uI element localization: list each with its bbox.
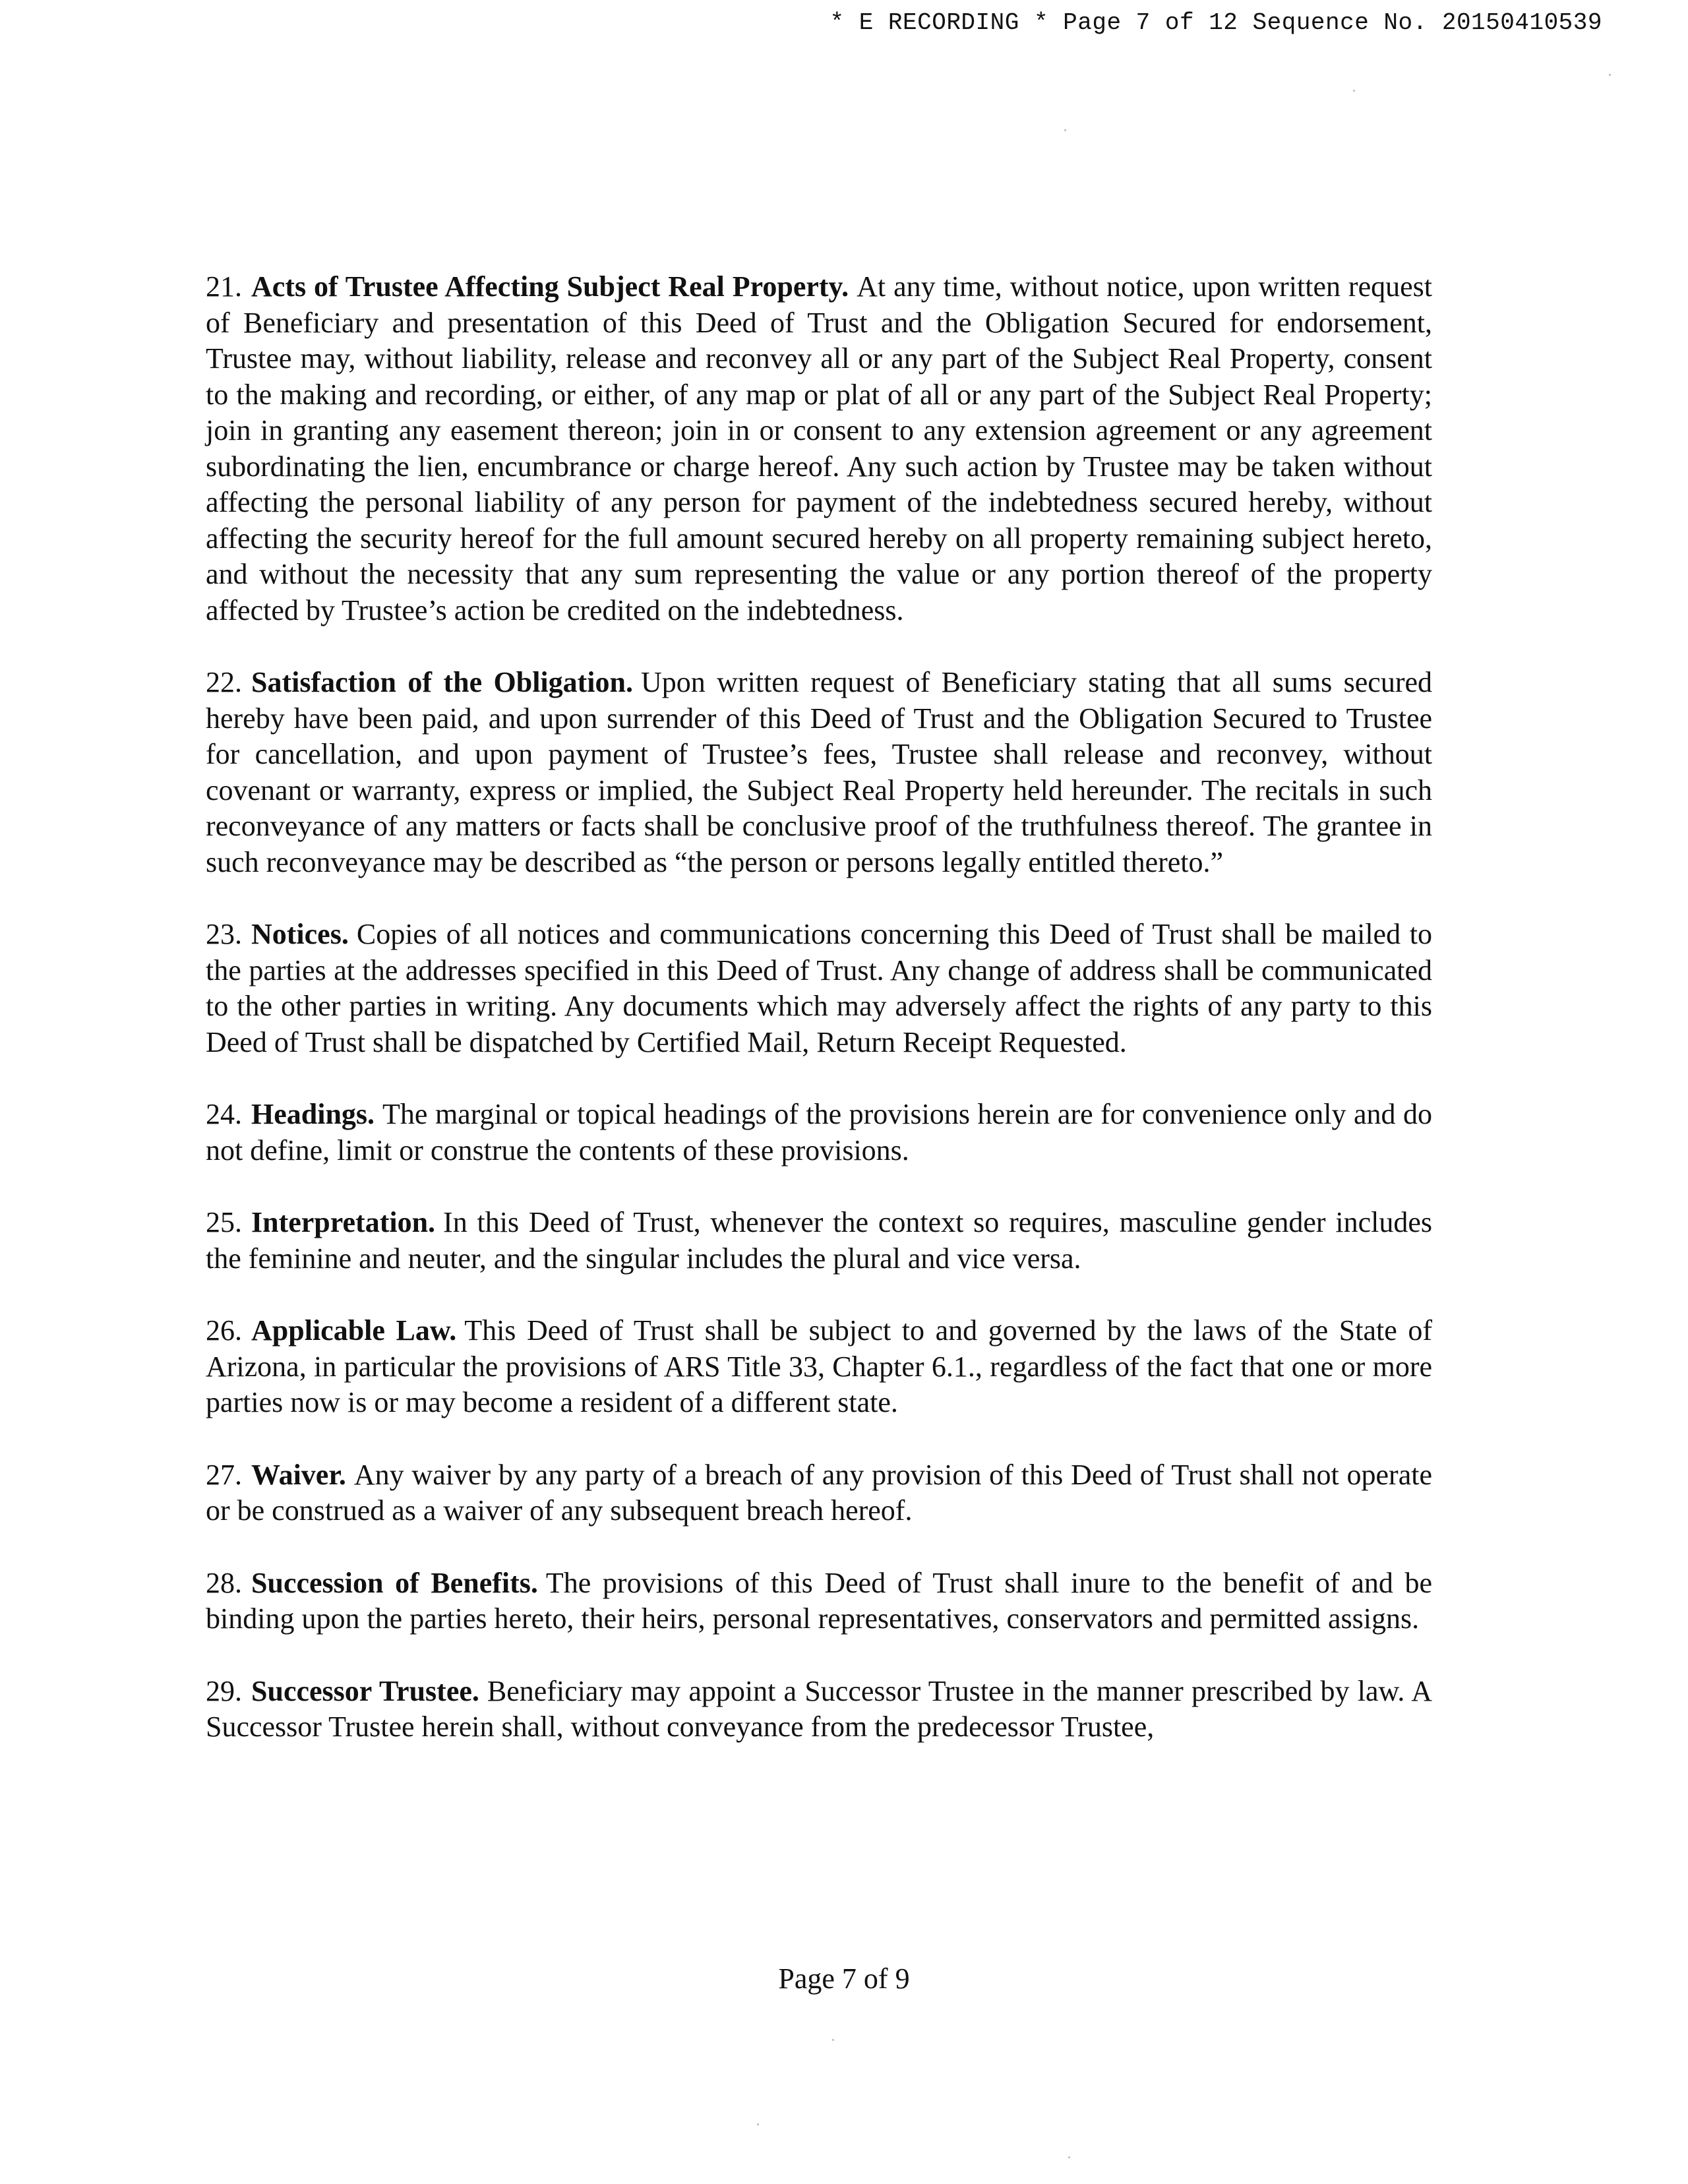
section-body: At any time, without notice, upon written request of Beneficiary and presentation of this Deed of Trust and the Obligation Secured for endorsement, Trustee may, without liability, release and reconvey all or any part of the Subject Real Property, consent to the making and recording, or either, of any map or plat of all or any part of the Subject Real Property; join in granting any easement thereon; join in or consent to any extension agreement or any agreement subordinating the lien, encumbrance or charge hereof. Any such action by Trustee may be taken without affecting the personal liability of any person for payment of the indebtedness secured hereby, without affecting the security hereof for the full amount secured hereby on all property remaining subject hereto, and without the necessity that any sum representing the value or any portion thereof of the property affected by Trustee’s action be credited on the indebtedness. <box>206 270 1432 626</box>
section-number: 29. <box>206 1674 242 1707</box>
section-number: 22. <box>206 666 242 698</box>
section-body: Copies of all notices and communications concerning this Deed of Trust shall be mailed to the parties at the addresses specified in this Deed of Trust. Any change of address shall be communicated to the other parties in writing. Any documents which may adversely affect the rights of any party to this Deed of Trust shall be dispatched by Certified Mail, Return Receipt Requested. <box>206 918 1432 1058</box>
section-number: 26. <box>206 1314 242 1347</box>
section-body: This Deed of Trust shall be subject to and governed by the laws of the State of Arizona, in particular the provisions of ARS Title 33, Chapter 6.1., regardless of the fact that one or more parties now is or may become a resident of a different state. <box>206 1314 1432 1418</box>
section-body: Beneficiary may appoint a Successor Trustee in the manner prescribed by law. A Successor Trustee herein shall, without conveyance from the predecessor Trustee, <box>206 1674 1432 1743</box>
section-body: Any waiver by any party of a breach of any provision of this Deed of Trust shall not operate or be construed as a waiver of any subsequent breach hereof. <box>206 1458 1432 1527</box>
section-26 <box>206 1313 1432 1421</box>
section-title: Satisfaction of the Obligation. <box>251 666 633 698</box>
section-title: Notices. <box>251 918 349 950</box>
section-25 <box>206 1205 1432 1277</box>
section-body: In this Deed of Trust, whenever the context so requires, masculine gender includes the feminine and neuter, and the singular includes the plural and vice versa. <box>206 1206 1432 1275</box>
section-title: Headings. <box>251 1098 375 1130</box>
section-24 <box>206 1097 1432 1168</box>
section-number: 27. <box>206 1458 242 1491</box>
section-title: Waiver. <box>251 1458 346 1491</box>
scan-speck <box>757 2123 759 2125</box>
scan-speck <box>1068 2156 1070 2158</box>
section-27 <box>206 1457 1432 1529</box>
section-title: Successor Trustee. <box>251 1674 479 1707</box>
section-body: Upon written request of Beneficiary stating that all sums secured hereby have been paid, and upon surrender of this Deed of Trust and the Obligation Secured to Trustee for cancellation, and upon payment of Trustee’s fees, Trustee shall release and reconvey, without covenant or warranty, express or implied, the Subject Real Property held hereunder. The recitals in such reconveyance of any matters or facts shall be conclusive proof of the truthfulness thereof. The grantee in such reconveyance may be described as “the person or persons legally entitled thereto.” <box>206 666 1432 878</box>
section-number: 23. <box>206 918 242 950</box>
scan-speck <box>1064 129 1066 131</box>
scan-speck <box>832 2039 834 2041</box>
section-title: Succession of Benefits. <box>251 1566 538 1599</box>
section-body: The marginal or topical headings of the provisions herein are for convenience only and do not define, limit or construe the contents of these provisions. <box>206 1098 1432 1167</box>
section-21 <box>206 269 1432 628</box>
section-title: Interpretation. <box>251 1206 436 1238</box>
recording-header: * E RECORDING * Page 7 of 12 Sequence No. 20150410539 <box>829 9 1602 36</box>
section-29 <box>206 1674 1432 1745</box>
scan-speck <box>1353 90 1355 92</box>
section-28 <box>206 1565 1432 1637</box>
section-22 <box>206 665 1432 880</box>
section-23 <box>206 917 1432 1060</box>
section-body: The provisions of this Deed of Trust shall inure to the benefit of and be binding upon the parties hereto, their heirs, personal representatives, conservators and permitted assigns. <box>206 1566 1432 1635</box>
page-number: Page 7 of 9 <box>778 1962 910 1995</box>
section-number: 24. <box>206 1098 242 1130</box>
document-body <box>206 269 1432 1782</box>
section-number: 25. <box>206 1206 242 1238</box>
scan-speck <box>1609 74 1611 76</box>
section-title: Applicable Law. <box>251 1314 457 1347</box>
section-title: Acts of Trustee Affecting Subject Real Property. <box>251 270 849 303</box>
section-number: 28. <box>206 1566 242 1599</box>
section-number: 21. <box>206 270 242 303</box>
